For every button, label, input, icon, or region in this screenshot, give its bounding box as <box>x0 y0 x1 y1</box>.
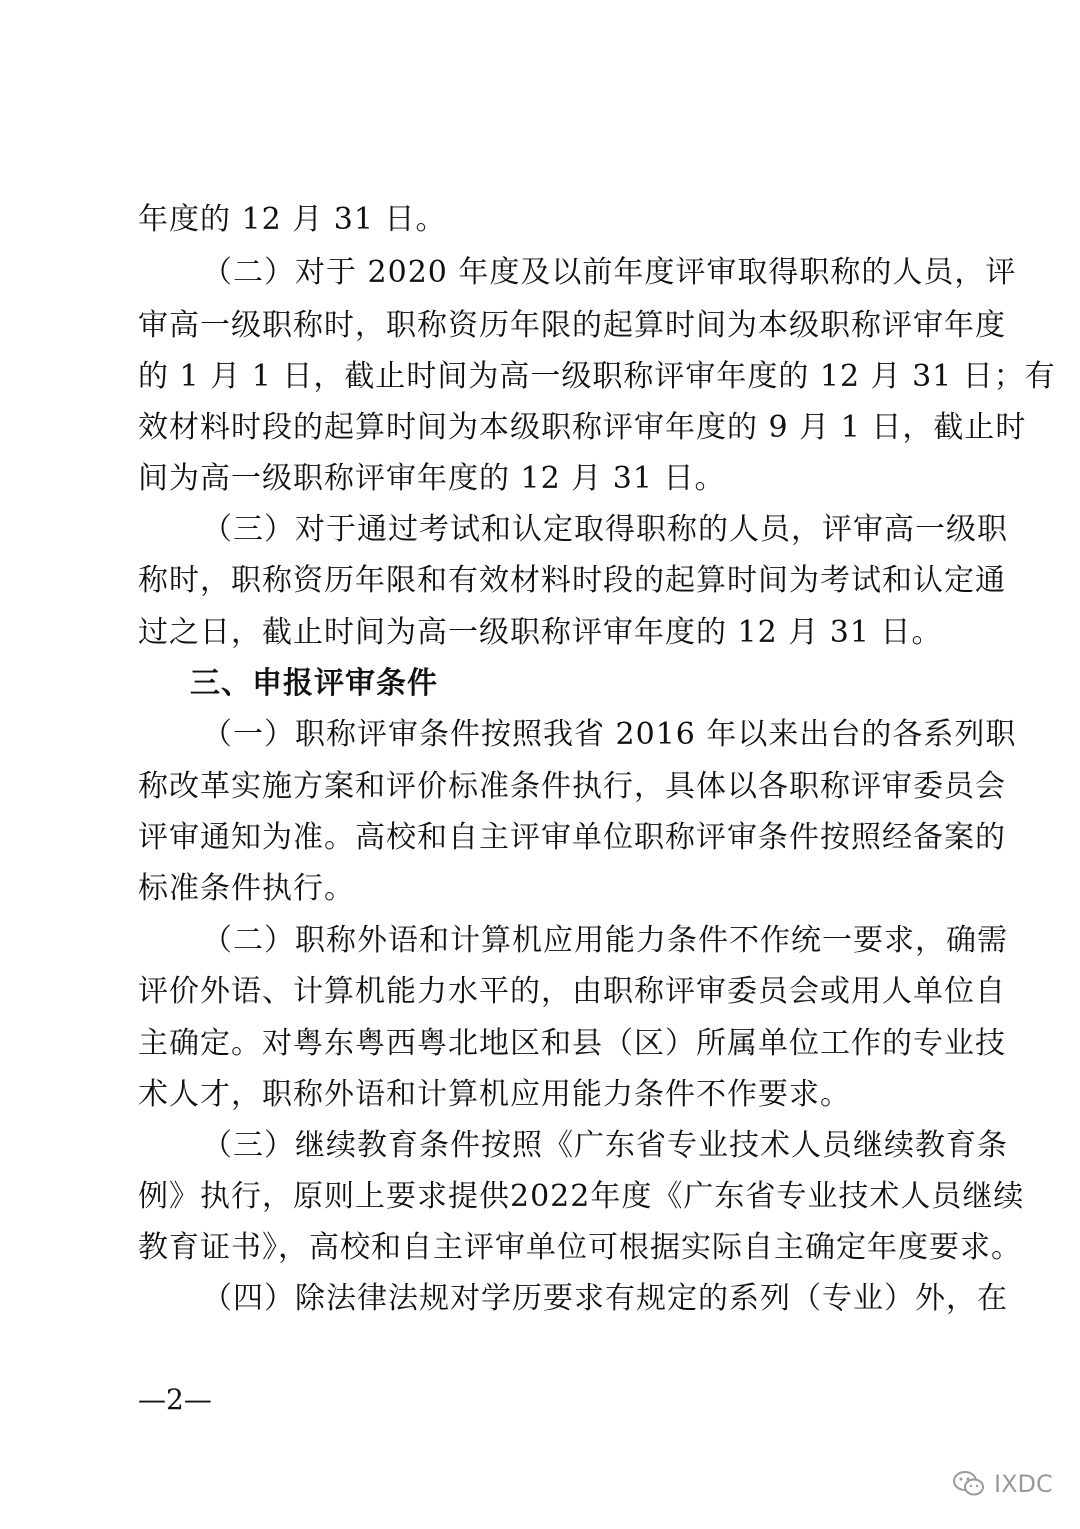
text-line: 主确定。对粤东粤西粤北地区和县（区）所属单位工作的专业技 <box>138 1026 1006 1061</box>
text-line: （三）对于通过考试和认定取得职称的人员，评审高一级职 <box>202 512 1008 547</box>
section-heading: 三、申报评审条件 <box>190 666 438 701</box>
text-line: 评审通知为准。高校和自主评审单位职称评审条件按照经备案的 <box>138 820 1006 855</box>
text-line: （四）除法律法规对学历要求有规定的系列（专业）外，在 <box>202 1281 1008 1316</box>
text-line: （二）对于 2020 年度及以前年度评审取得职称的人员，评 <box>202 255 1017 290</box>
text-line: 的 1 月 1 日，截止时间为高一级职称评审年度的 12 月 31 日；有 <box>138 359 1056 394</box>
watermark <box>952 1470 1053 1498</box>
page-number: —2— <box>138 1383 212 1416</box>
text-line: （三）继续教育条件按照《广东省专业技术人员继续教育条 <box>202 1128 1008 1163</box>
watermark-text: IXDC <box>994 1470 1053 1498</box>
text-line: 标准条件执行。 <box>138 871 355 906</box>
text-line: 术人才，职称外语和计算机应用能力条件不作要求。 <box>138 1077 851 1112</box>
text-line: 例》执行，原则上要求提供2022年度《广东省专业技术人员继续 <box>138 1179 1025 1214</box>
text-line: （一）职称评审条件按照我省 2016 年以来出台的各系列职 <box>202 717 1017 752</box>
text-line: 年度的 12 月 31 日。 <box>138 202 447 237</box>
wechat-icon <box>952 1470 986 1498</box>
text-line: 评价外语、计算机能力水平的，由职称评审委员会或用人单位自 <box>138 974 1006 1009</box>
text-line: （二）职称外语和计算机应用能力条件不作统一要求，确需 <box>202 923 1008 958</box>
text-line: 间为高一级职称评审年度的 12 月 31 日。 <box>138 461 726 496</box>
text-line: 称时，职称资历年限和有效材料时段的起算时间为考试和认定通 <box>138 563 1006 598</box>
text-line: 教育证书》，高校和自主评审单位可根据实际自主确定年度要求。 <box>138 1230 1022 1265</box>
text-line: 过之日，截止时间为高一级职称评审年度的 12 月 31 日。 <box>138 615 943 650</box>
text-line: 审高一级职称时，职称资历年限的起算时间为本级职称评审年度 <box>138 308 1006 343</box>
text-line: 称改革实施方案和评价标准条件执行，具体以各职称评审委员会 <box>138 769 1006 804</box>
text-line: 效材料时段的起算时间为本级职称评审年度的 9 月 1 日，截止时 <box>138 410 1027 445</box>
